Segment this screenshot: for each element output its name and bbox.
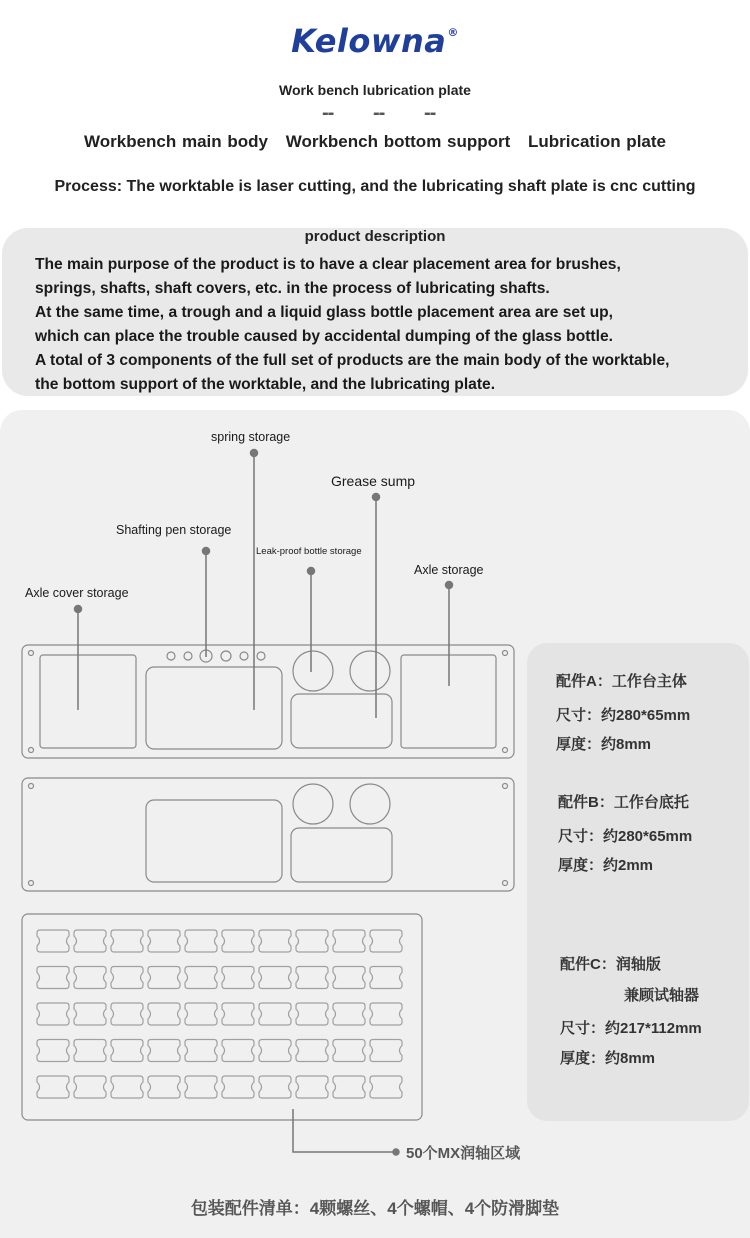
spec-b-size: 尺寸：约280*65mm xyxy=(558,828,693,845)
mx-slot xyxy=(148,930,180,952)
mx-slot xyxy=(296,1040,328,1062)
mx-slot xyxy=(111,930,143,952)
description-title: product description xyxy=(304,228,446,245)
spec-b-thickness: 厚度：约2mm xyxy=(558,857,654,874)
mx-slot xyxy=(259,930,291,952)
brand-name: Kelowna xyxy=(291,22,447,60)
spec-a-size: 尺寸：约280*65mm xyxy=(556,707,691,724)
mx-slot xyxy=(74,1076,106,1098)
mx-slot xyxy=(222,1076,254,1098)
separator-2: -- xyxy=(373,102,385,124)
mx-slot xyxy=(74,930,106,952)
mx-slot xyxy=(148,1040,180,1062)
mx-slot xyxy=(222,967,254,989)
mx-slot xyxy=(259,1076,291,1098)
mx-slot xyxy=(148,1003,180,1025)
mx-slot xyxy=(370,1076,402,1098)
mx-slot xyxy=(74,1040,106,1062)
description-line: springs, shafts, shaft covers, etc. in the process of lubricating shafts. xyxy=(35,280,550,297)
callout-axle-cover-storage: Axle cover storage xyxy=(25,586,129,600)
mx-slot xyxy=(259,1040,291,1062)
description-line: At the same time, a trough and a liquid glass bottle placement area are set up, xyxy=(35,304,613,321)
component-main-body: Workbench main body xyxy=(84,132,268,151)
pen-hole xyxy=(221,651,231,661)
mx-slot xyxy=(333,967,365,989)
axle-cover-slot xyxy=(40,655,136,748)
grease-sump xyxy=(291,694,392,748)
description-line: the bottom support of the worktable, and the lubricating plate. xyxy=(35,376,496,393)
mx-slot xyxy=(185,930,217,952)
mx-slot xyxy=(296,967,328,989)
mx-slot xyxy=(74,967,106,989)
bottom-support-plate xyxy=(22,778,514,891)
spec-a-name: 配件A：工作台主体 xyxy=(556,673,687,690)
product-subtitle: Work bench lubrication plate xyxy=(279,82,471,98)
bottle-hole-right xyxy=(350,651,390,691)
component-bottom-support: Workbench bottom support xyxy=(285,132,511,151)
spec-c-thickness: 厚度：约8mm xyxy=(560,1050,656,1067)
bottle-hole-left xyxy=(293,651,333,691)
separator-3: -- xyxy=(424,102,436,124)
mx-slot xyxy=(333,1076,365,1098)
mx-slot xyxy=(185,967,217,989)
mx-slot xyxy=(259,967,291,989)
mx-slot xyxy=(74,1003,106,1025)
separator-1: -- xyxy=(322,102,334,124)
mx-slot xyxy=(333,930,365,952)
mx-slot xyxy=(370,967,402,989)
mx-slot xyxy=(185,1003,217,1025)
mx-slot xyxy=(333,1003,365,1025)
package-contents: 包装配件清单：4颗螺丝、4个螺帽、4个防滑脚垫 xyxy=(190,1199,560,1218)
mx-slot xyxy=(37,1040,69,1062)
mx-slot xyxy=(370,930,402,952)
mx-slot xyxy=(37,1003,69,1025)
spring-tray xyxy=(146,667,282,749)
callout-axle-storage: Axle storage xyxy=(414,563,484,577)
mx-slot xyxy=(222,1003,254,1025)
mx-slot xyxy=(185,1076,217,1098)
spec-a-thickness: 厚度：约8mm xyxy=(556,736,652,753)
mx-slot xyxy=(111,1076,143,1098)
pen-hole xyxy=(167,652,175,660)
mx-slot xyxy=(259,1003,291,1025)
mx-slot-label: 50个MX润轴区域 xyxy=(406,1145,521,1162)
main-body-plate xyxy=(22,645,514,758)
pen-hole xyxy=(184,652,192,660)
mx-slot xyxy=(148,967,180,989)
mx-slot xyxy=(37,1076,69,1098)
description-line: The main purpose of the product is to have a clear placement area for brushes, xyxy=(35,256,621,273)
mx-slot xyxy=(111,1040,143,1062)
mx-slot xyxy=(148,1076,180,1098)
registered-mark: ® xyxy=(447,26,459,39)
process-note: Process: The worktable is laser cutting, and the lubricating shaft plate is cnc cutting xyxy=(54,178,696,195)
spec-c-name-secondary: 兼顾试轴器 xyxy=(624,987,700,1004)
description-line: A total of 3 components of the full set of products are the main body of the worktable, xyxy=(35,352,670,369)
mx-slot xyxy=(296,1003,328,1025)
mx-slot xyxy=(111,1003,143,1025)
mx-slot xyxy=(37,930,69,952)
mx-slot xyxy=(222,930,254,952)
mx-slot xyxy=(111,967,143,989)
mx-slot xyxy=(296,1076,328,1098)
mx-slot xyxy=(333,1040,365,1062)
spec-c-size: 尺寸：约217*112mm xyxy=(560,1020,702,1037)
callout-grease-sump: Grease sump xyxy=(331,473,416,489)
callout-pen-storage: Shafting pen storage xyxy=(116,523,232,537)
description-line: which can place the trouble caused by accidental dumping of the glass bottle. xyxy=(35,328,613,345)
spec-b-name: 配件B：工作台底托 xyxy=(558,794,689,811)
lubrication-plate xyxy=(22,914,422,1120)
callout-bottle-storage: Leak-proof bottle storage xyxy=(256,546,362,557)
mx-slot xyxy=(185,1040,217,1062)
mx-slot xyxy=(37,967,69,989)
spec-c-name: 配件C：润轴版 xyxy=(560,956,661,973)
component-lubrication-plate: Lubrication plate xyxy=(528,132,666,151)
mx-slot xyxy=(296,930,328,952)
mx-slot xyxy=(370,1040,402,1062)
mx-slot xyxy=(370,1003,402,1025)
pen-hole xyxy=(240,652,248,660)
callout-spring-storage: spring storage xyxy=(211,430,291,444)
mx-slot xyxy=(222,1040,254,1062)
pen-hole xyxy=(257,652,265,660)
